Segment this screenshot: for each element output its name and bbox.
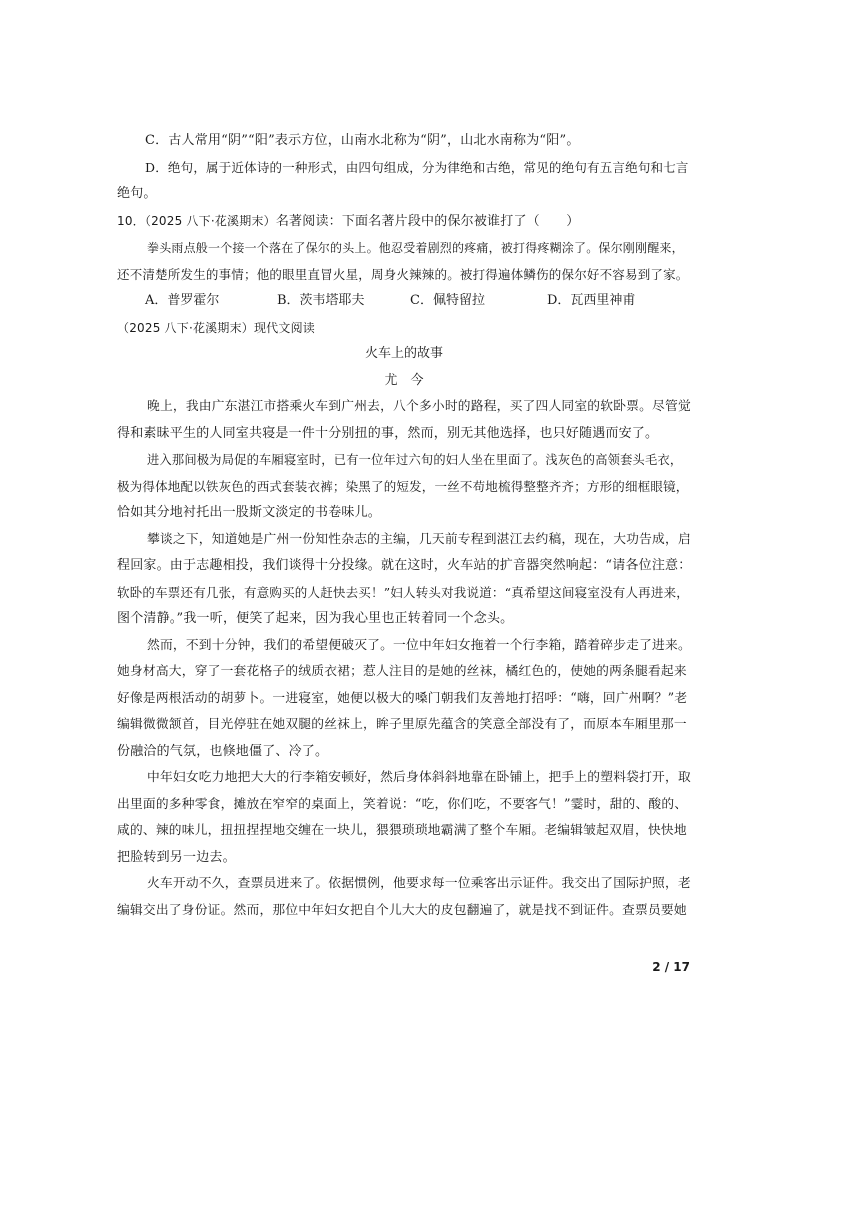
paragraph-2-line2: 极为得体地配以铁灰色的西式套装衣裤；染黑了的短发，一丝不苟地梳得整整齐齐；方形的细框眼镜， — [117, 478, 689, 494]
paragraph-4-line4: 编辑微微颔首，目光停驻在她双腿的丝袜上，眸子里原先蕴含的笑意全部没有了，而原本车厢里那一 — [117, 717, 687, 732]
question-10-stem — [117, 208, 691, 236]
paragraph-5-line4: 把脸转到另一边去。 — [117, 849, 236, 865]
paragraph-2-line1: 进入那间极为局促的车厢寝室时，已有一位年过六旬的妇人坐在里面了。浅灰色的高领套头毛衣， — [147, 453, 683, 467]
paragraph-4-line2: 她身材高大，穿了一套花格子的绒质衣裙；惹人注目的是她的丝袜，橘红色的，使她的两条腿看起来 — [117, 664, 687, 679]
reading-section-header: （2025 八下·花溪期末）现代文阅读 — [117, 320, 315, 335]
paragraph-4-line1: 然而，不到十分钟，我们的希望便破灭了。一位中年妇女拖着一个行李箱，踏着碎步走了进来。 — [147, 637, 691, 653]
paragraph-3-line1: 攀谈之下，知道她是广州一份知性杂志的主编，几天前专程到湛江去约稿，现在，大功告成，启 — [147, 531, 691, 547]
paragraph-2-line3: 恰如其分地衬托出一股斯文淡定的书卷味儿。 — [117, 505, 382, 520]
paragraph-5-line1: 中年妇女吃力地把大大的行李箱安顿好，然后身体斜斜地靠在卧铺上，把手上的塑料袋打开，取 — [147, 770, 691, 785]
reading-author: 尤 今 — [384, 372, 424, 388]
paragraph-6-line2: 编辑交出了身份证。然而，那位中年妇女把自个儿大大的皮包翻遍了，就是找不到证件。查票员要她 — [117, 902, 687, 918]
paragraph-5-line2: 出里面的多种零食，摊放在窄窄的桌面上，笑着说：“吃，你们吃，不要客气！”霎时，甜的、酸的、 — [117, 796, 688, 812]
paragraph-3-line4: 图个清静。”我一听，便笑了起来，因为我心里也正转着同一个念头。 — [117, 611, 514, 626]
paragraph-4-line3: 好像是两根活动的胡萝卜。一进寝室，她便以极大的嗓门朝我们友善地打招呼：“嗨，回广州啊？”老 — [117, 690, 688, 706]
paragraph-4-line5: 份融洽的气氛，也倏地僵了、冷了。 — [117, 743, 329, 759]
page-content — [117, 128, 691, 924]
question-10-passage-line2: 还不清楚所发生的事情；他的眼里直冒火星，周身火辣辣的。被打得遍体鳞伤的保尔好不容易到了家。 — [117, 266, 689, 282]
option-d-prev-line2: 绝句。 — [117, 186, 157, 201]
question-source: （2025 八下·花溪期末） — [144, 213, 276, 228]
question-10-passage-line1: 拳头雨点般一个接一个落在了保尔的头上。他忍受着剧烈的疼痛，被打得疼糊涂了。保尔刚刚醒来， — [147, 241, 684, 255]
option-c: C．佩特留拉 — [410, 293, 485, 308]
question-number: 10． — [117, 213, 145, 228]
paragraph-3-line2: 程回家。由于志趣相投，我们谈得十分投缘。就在这时，火车站的扩音器突然响起：“请各位注意： — [117, 558, 692, 573]
option-c-prev: C．古人常用“阴”“阳”表示方位，山南水北称为“阴”，山北水南称为“阳”。 — [145, 133, 580, 148]
question-text: 名著阅读：下面名著片段中的保尔被谁打了（ ） — [275, 213, 580, 229]
reading-title: 火车上的故事 — [364, 346, 443, 361]
paragraph-3-line3: 软卧的车票还有几张，有意购买的人赶快去买！”妇人转头对我说道：“真希望这间寝室没有人再进来， — [117, 584, 689, 600]
paragraph-5-line3: 咸的、辣的味儿，扭扭捏捏地交缠在一块儿，猥猥琐琐地霸满了整个车厢。老编辑皱起双眉，快快地 — [117, 823, 687, 838]
paragraph-6-line1: 火车开动不久，查票员进来了。依据惯例，他要求每一位乘客出示证件。我交出了国际护照，老 — [147, 876, 691, 891]
page-number: 2 / 17 — [652, 960, 690, 974]
paragraph-1-line1: 晚上，我由广东湛江市搭乘火车到广州去，八个多小时的路程，买了四人同室的软卧票。尽管觉 — [147, 399, 691, 414]
option-d: D．瓦西里神甫 — [547, 293, 636, 308]
option-a: A．普罗霍尔 — [145, 293, 220, 308]
option-d-prev-line1: D．绝句，属于近体诗的一种形式，由四句组成，分为律绝和古绝，常见的绝句有五言绝句和七言 — [145, 159, 689, 175]
paragraph-1-line2: 得和素昧平生的人同室共寝是一件十分别扭的事，然而，别无其他选择，也只好随遇而安了。 — [117, 425, 659, 441]
option-b: B．茨韦塔耶夫 — [277, 293, 365, 308]
question-10-options — [117, 288, 691, 315]
